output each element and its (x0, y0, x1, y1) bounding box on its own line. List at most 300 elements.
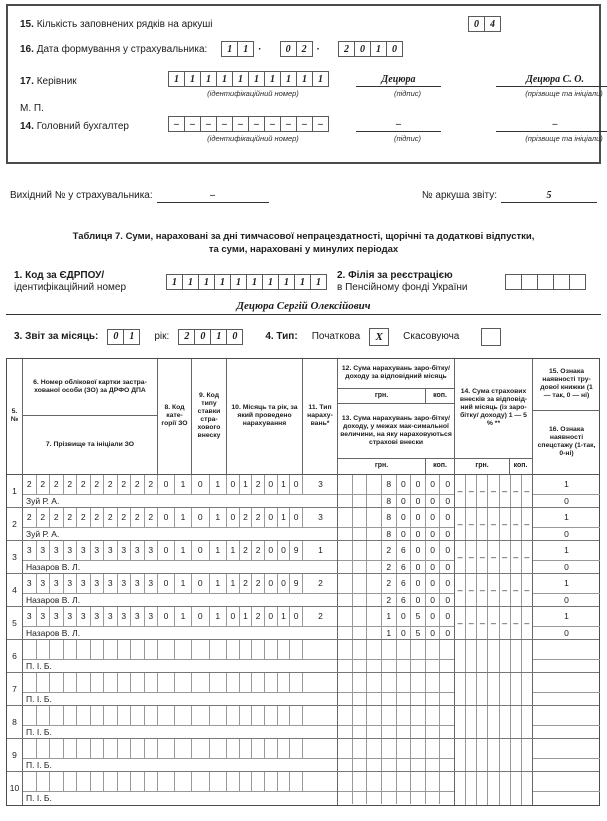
sum12-cell (338, 541, 353, 560)
month-year-cell: 1 (278, 475, 291, 494)
sum13-cell (367, 594, 382, 606)
month-year-cell: 1 (240, 475, 253, 494)
month-year-cell (252, 706, 265, 725)
special-service-mark-cell (533, 792, 600, 804)
contribution-cell: – (477, 541, 488, 573)
outgoing-number-label: Вихідний № у страхувальника: (10, 190, 153, 201)
sum12-cell: 0 (445, 479, 451, 490)
digits-line (23, 640, 337, 660)
table-row (7, 706, 599, 739)
sum13-cell: 0 (397, 495, 412, 507)
month-year-cell: 0 (278, 574, 291, 593)
sum13-cell (353, 627, 368, 639)
sum13-cell (367, 495, 382, 507)
entry-box[interactable]: 1 (182, 274, 199, 290)
sum13-cell (382, 726, 397, 738)
entry-box[interactable]: – (280, 116, 297, 132)
person-name-cell: Назаров В. Л. (26, 561, 81, 572)
report-month-boxes[interactable] (107, 329, 140, 345)
date-year-boxes[interactable] (338, 41, 403, 57)
sum13-line (338, 561, 454, 573)
filled-rows-count-boxes[interactable] (468, 16, 501, 32)
person-name-cell: Зуй Р. А. (26, 495, 60, 506)
card-number-cell: 3 (118, 541, 132, 560)
card-number-cell (131, 772, 145, 791)
entry-box[interactable]: – (216, 116, 233, 132)
field-form-date (20, 41, 589, 57)
header-col15: 15. Ознака наявності тру-дової книжки (1 — так, 0 — ні) (533, 359, 600, 411)
sum13-cell: 0 (411, 528, 426, 540)
header-col11: 11. Тип нараху-вань* (303, 359, 338, 474)
sum12-cell (367, 607, 382, 626)
header-col9: 9. Код типу ставки стра-хового внеску (192, 359, 227, 474)
sum13-cell: 0 (426, 627, 441, 639)
name-line (23, 759, 337, 771)
header-col14: 14. Сума страхових внесків за відповід-ний місяць (із заро-бітку/ доходу) 1 — 5 % ** грн. коп. (455, 359, 533, 474)
sum13-cell (353, 594, 368, 606)
outgoing-number-value: – (157, 190, 269, 203)
person-columns (23, 574, 338, 606)
contribution-cell: – (500, 574, 511, 606)
person-columns (23, 607, 338, 639)
sum12-cell (338, 739, 353, 758)
sum-columns (338, 673, 455, 705)
table7-title: Таблиця 7. Суми, нараховані за дні тимчасової непрацездатності, щорічні та додаткові відпустки, та суми, нараховані у минулих періодах (72, 231, 535, 255)
card-number-cell: 3 (50, 541, 64, 560)
sum13-cell: 0 (445, 528, 451, 539)
month-year-cell (227, 772, 240, 791)
digits-line (23, 607, 337, 627)
entry-box[interactable]: 1 (210, 329, 227, 345)
entry-box[interactable]: 2 (178, 329, 195, 345)
card-number-cell (131, 640, 145, 659)
sum-columns (338, 739, 455, 771)
category-code-cell (175, 673, 192, 692)
sum12-cell: 6 (397, 541, 412, 560)
sum12-cell (338, 607, 353, 626)
card-number-cell: 2 (145, 475, 159, 494)
card-number-cell (77, 772, 91, 791)
card-number-cell (64, 739, 78, 758)
sum13-cell (353, 660, 368, 672)
entry-box[interactable] (569, 274, 586, 290)
sum12-cell (353, 508, 368, 527)
header-col12: 12. Сума нарахувань заро-бітку/доходу за відповідний місяць (338, 359, 454, 389)
contribution-cell (488, 673, 499, 705)
sum12-cell (426, 673, 441, 692)
sum13-cell (353, 759, 368, 771)
entry-box[interactable]: 1 (310, 274, 327, 290)
contribution-cell: – (488, 607, 499, 639)
entry-box[interactable]: – (248, 116, 265, 132)
entry-box[interactable]: 2 (338, 41, 355, 57)
special-service-mark-cell: 0 (564, 627, 569, 638)
sum12-line (338, 706, 454, 726)
card-number-cell: 3 (104, 574, 118, 593)
contribution-cell (477, 640, 488, 672)
name-line (23, 528, 337, 540)
accrual-type-cell: 3 (318, 479, 323, 490)
sum13-cell: 0 (445, 561, 451, 572)
rate-type-cell (192, 673, 210, 692)
entry-box[interactable]: – (168, 116, 185, 132)
caption-fullname: (прізвище та ініціали) (525, 134, 603, 143)
entry-box[interactable]: 1 (370, 41, 387, 57)
person-name-cell: П. І. Б. (26, 693, 52, 704)
entry-box[interactable]: 1 (221, 41, 238, 57)
sum13-cell (411, 759, 426, 771)
sum12-line (338, 607, 454, 627)
entry-box[interactable]: 0 (468, 16, 485, 32)
digits-line (23, 574, 337, 594)
marks-column (533, 772, 600, 805)
entry-box[interactable]: 0 (226, 329, 243, 345)
card-number-cell (64, 706, 78, 725)
month-year-cell (240, 739, 253, 758)
digits-line (23, 739, 337, 759)
sum13-cell (411, 792, 426, 804)
row-number: 7 (7, 673, 23, 705)
sum12-cell (338, 640, 353, 659)
card-number-cell (23, 706, 37, 725)
marks-column (533, 574, 600, 606)
sum-columns (338, 475, 455, 507)
contribution-column (455, 706, 533, 738)
entry-box[interactable]: 1 (216, 71, 233, 87)
sheet-number (422, 190, 597, 203)
report-year-boxes[interactable] (178, 329, 243, 345)
marks-column (533, 706, 600, 738)
card-number-cell (64, 640, 78, 659)
card-number-cell: 3 (91, 574, 105, 593)
entry-box[interactable] (553, 274, 570, 290)
month-year-cell: 1 (227, 574, 240, 593)
marks-column (533, 673, 600, 705)
entry-box[interactable]: 4 (484, 16, 501, 32)
card-number-cell: 3 (37, 607, 51, 626)
sum12-cell (367, 640, 382, 659)
sum12-cell (367, 673, 382, 692)
entry-box[interactable]: 1 (230, 274, 247, 290)
sum13-line (338, 495, 454, 507)
category-code-cell (175, 772, 192, 791)
month-year-cell: 0 (290, 607, 303, 626)
month-year-cell: 0 (265, 541, 278, 560)
type-label: 4. Тип: (265, 331, 298, 343)
card-number-cell: 2 (23, 508, 37, 527)
date-month-boxes[interactable] (280, 41, 313, 57)
card-number-cell: 2 (145, 508, 159, 527)
sum13-cell (367, 561, 382, 573)
month-year-cell: 0 (290, 475, 303, 494)
branch-boxes[interactable] (505, 274, 586, 290)
sum13-cell (397, 660, 412, 672)
accountant-fullname: – (496, 119, 607, 132)
sum12-cell: 0 (445, 545, 451, 556)
entry-box[interactable]: 0 (354, 41, 371, 57)
card-number-cell (23, 640, 37, 659)
sum13-cell (338, 792, 353, 804)
sum12-cell (397, 673, 412, 692)
card-number-cell: 3 (37, 574, 51, 593)
row-number: 2 (7, 508, 23, 540)
entry-box[interactable]: 1 (312, 71, 329, 87)
field-filled-rows-count (20, 16, 589, 32)
sum13-line (338, 627, 454, 639)
sum13-cell (338, 561, 353, 573)
contribution-cell (477, 739, 488, 771)
contribution-cell: – (524, 551, 530, 562)
sum13-cell (353, 561, 368, 573)
contribution-column (455, 607, 533, 639)
entry-box[interactable]: – (312, 116, 329, 132)
month-year-cell: 0 (278, 541, 291, 560)
sum13-cell (440, 693, 455, 705)
entry-box[interactable]: 1 (166, 274, 183, 290)
card-number-cell (118, 772, 132, 791)
card-number-cell (37, 739, 51, 758)
sum13-cell: 6 (397, 561, 412, 573)
card-number-cell: 2 (23, 475, 37, 494)
month-year-cell: 1 (278, 508, 291, 527)
sum12-line (338, 508, 454, 528)
sum13-cell (338, 693, 353, 705)
sum13-cell (338, 594, 353, 606)
entry-box[interactable]: – (200, 116, 217, 132)
card-number-cell (104, 640, 118, 659)
date-day-boxes[interactable] (221, 41, 254, 57)
digits-line (23, 673, 337, 693)
marks-column (533, 541, 600, 573)
entry-box[interactable]: 2 (296, 41, 313, 57)
card-number-cell (37, 772, 51, 791)
card-number-cell (91, 739, 105, 758)
entry-box[interactable]: – (184, 116, 201, 132)
contribution-cell (488, 772, 499, 805)
sum13-cell (440, 726, 455, 738)
contribution-cell (488, 739, 499, 771)
accrual-type-cell (303, 706, 338, 725)
card-number-cell (131, 739, 145, 758)
entry-box[interactable]: 1 (168, 71, 185, 87)
entry-box[interactable]: 1 (237, 41, 254, 57)
month-year-cell (227, 706, 240, 725)
edrpou-boxes[interactable] (166, 274, 327, 290)
card-number-cell: 2 (64, 508, 78, 527)
month-year-cell (265, 772, 278, 791)
card-number-cell: 3 (64, 541, 78, 560)
card-number-cell: 2 (131, 475, 145, 494)
entry-box[interactable]: 0 (386, 41, 403, 57)
entry-box[interactable]: 0 (107, 329, 124, 345)
sum13-cell (397, 759, 412, 771)
table7-body (7, 475, 599, 805)
table-row (7, 574, 599, 607)
accrual-type-cell (303, 739, 338, 758)
row-number: 6 (7, 640, 23, 672)
period-label: 3. Звіт за місяць: (14, 331, 99, 343)
field15-label: 15. Кількість заповнених рядків на аркуші (20, 18, 213, 30)
card-number-cell: 2 (37, 475, 51, 494)
digits-line (23, 475, 337, 495)
contribution-cell: – (500, 607, 511, 639)
marks-column (533, 508, 600, 540)
director-id-boxes[interactable] (168, 71, 329, 87)
entry-box[interactable]: 1 (200, 71, 217, 87)
sum-columns (338, 706, 455, 738)
category-code-cell: 0 (158, 574, 175, 593)
entry-box[interactable] (481, 328, 501, 346)
sum12-cell (440, 640, 455, 659)
sum13-cell (440, 792, 455, 804)
card-number-cell (37, 673, 51, 692)
contribution-column (455, 739, 533, 771)
sum12-cell: 5 (411, 607, 426, 626)
sum12-cell: 0 (426, 541, 441, 560)
caption-signature: (підпис) (394, 89, 421, 98)
contribution-cell (511, 772, 522, 805)
entry-box[interactable]: 1 (296, 71, 313, 87)
sum13-cell (338, 528, 353, 540)
sum13-cell (367, 726, 382, 738)
card-number-cell (23, 772, 37, 791)
entry-box[interactable]: – (232, 116, 249, 132)
entry-box[interactable]: 1 (214, 274, 231, 290)
entry-box[interactable]: 1 (232, 71, 249, 87)
sum13-cell (338, 627, 353, 639)
registration-row (6, 270, 601, 295)
sum13-cell: 0 (411, 594, 426, 606)
entry-box[interactable]: X (369, 328, 389, 346)
month-year-cell (290, 640, 303, 659)
entry-box[interactable]: 1 (294, 274, 311, 290)
name-line (23, 726, 337, 738)
entry-box[interactable]: 1 (278, 274, 295, 290)
card-number-cell: 3 (131, 574, 145, 593)
sum12-cell (367, 541, 382, 560)
contribution-column (455, 475, 533, 507)
special-service-mark-cell (533, 660, 600, 672)
entry-box[interactable] (537, 274, 554, 290)
contribution-cell (500, 706, 511, 738)
sum13-cell (367, 693, 382, 705)
hrn-label: грн. (455, 459, 510, 474)
entry-box[interactable]: – (296, 116, 313, 132)
type-cancel-label: Скасовуюча (403, 331, 460, 343)
contribution-cell (500, 739, 511, 771)
sum13-cell (367, 528, 382, 540)
rate-type-cell: 0 (192, 541, 210, 560)
entry-box[interactable]: 0 (280, 41, 297, 57)
sum12-cell (338, 508, 353, 527)
table-row (7, 475, 599, 508)
card-number-cell: 2 (118, 508, 132, 527)
month-year-cell: 2 (252, 607, 265, 626)
sum12-cell (353, 541, 368, 560)
entry-box[interactable]: 1 (280, 71, 297, 87)
sum13-cell: 0 (397, 528, 412, 540)
month-year-cell (290, 673, 303, 692)
month-year-cell: 9 (290, 574, 303, 593)
name-line (23, 561, 337, 573)
sum12-cell (426, 706, 441, 725)
card-number-cell: 3 (50, 574, 64, 593)
entry-box[interactable]: 1 (184, 71, 201, 87)
entry-box[interactable]: – (264, 116, 281, 132)
card-number-cell (91, 640, 105, 659)
sum-columns (338, 607, 455, 639)
name-line (23, 594, 337, 606)
sum-columns (338, 508, 455, 540)
sum12-cell (411, 673, 426, 692)
contribution-cell (500, 673, 511, 705)
card-number-cell: 3 (118, 574, 132, 593)
sum13-cell: 8 (382, 528, 397, 540)
month-year-cell (265, 739, 278, 758)
entry-box[interactable]: 1 (198, 274, 215, 290)
contribution-cell (522, 706, 532, 738)
entry-box[interactable] (505, 274, 522, 290)
sum12-cell (397, 706, 412, 725)
type-initial-checkbox[interactable] (369, 328, 389, 346)
month-year-cell: 0 (265, 508, 278, 527)
contribution-cell: – (477, 607, 488, 639)
entry-box[interactable]: 1 (262, 274, 279, 290)
sum12-cell (353, 574, 368, 593)
entry-box[interactable]: 1 (246, 274, 263, 290)
person-name-cell: Назаров В. Л. (26, 627, 81, 638)
contribution-cell (500, 640, 511, 672)
workbook-mark-cell (533, 673, 600, 693)
sum13-cell (338, 660, 353, 672)
contribution-cell: – (500, 508, 511, 540)
sum12-cell: 8 (382, 508, 397, 527)
type-cancel-checkbox[interactable] (481, 328, 501, 346)
card-number-cell: 3 (50, 607, 64, 626)
person-columns (23, 508, 338, 540)
card-number-cell: 3 (145, 541, 159, 560)
month-year-cell: 2 (252, 475, 265, 494)
contribution-cell: – (466, 607, 477, 639)
sum12-cell: 0 (397, 475, 412, 494)
card-number-cell (104, 739, 118, 758)
header-col7: 7. Прізвище та ініціали ЗО (45, 440, 135, 448)
entry-box[interactable]: 1 (123, 329, 140, 345)
month-year-cell (278, 739, 291, 758)
entry-box[interactable]: 0 (194, 329, 211, 345)
contribution-cell (511, 640, 522, 672)
contribution-cell: – (477, 574, 488, 606)
sum12-cell (382, 739, 397, 758)
sum12-cell (367, 706, 382, 725)
card-number-cell (50, 739, 64, 758)
entry-box[interactable]: 1 (264, 71, 281, 87)
card-number-cell: 3 (131, 607, 145, 626)
sum13-line (338, 726, 454, 738)
entry-box[interactable] (521, 274, 538, 290)
person-columns (23, 739, 338, 771)
special-service-mark-cell (533, 759, 600, 771)
card-number-cell: 3 (131, 541, 145, 560)
card-number-cell (77, 706, 91, 725)
card-number-cell (145, 706, 159, 725)
accountant-id-boxes[interactable] (168, 116, 329, 132)
contribution-cell (477, 673, 488, 705)
contribution-cell (455, 640, 466, 672)
entry-box[interactable]: 1 (248, 71, 265, 87)
month-year-cell: 0 (227, 607, 240, 626)
signature-block (6, 4, 601, 164)
